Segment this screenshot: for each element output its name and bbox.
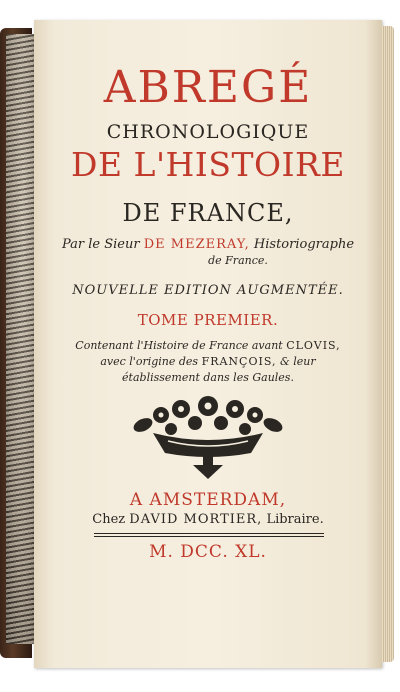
publisher-name: DAVID MORTIER, — [129, 512, 263, 527]
subtitle-histoire: DE L'HISTOIRE — [71, 145, 345, 184]
edition-statement: NOUVELLE EDITION AUGMENTÉE. — [72, 283, 344, 298]
imprint-place: A AMSTERDAM, — [129, 490, 287, 510]
imprint-rule-bottom — [94, 536, 324, 537]
imprint-publisher — [34, 512, 382, 527]
frontispiece-engraving — [6, 34, 35, 644]
imprint-rule-top — [94, 533, 324, 534]
contents-line-2 — [34, 355, 382, 368]
subtitle-de-france: DE FRANCE, — [122, 199, 294, 227]
contents-text: & leur — [279, 355, 316, 368]
author-role: Historiographe — [253, 237, 355, 252]
volume-label: TOME PREMIER. — [137, 311, 279, 329]
contents-text: Contenant l'Histoire de France avant — [75, 339, 283, 352]
author-name: DE MEZERAY, — [143, 237, 250, 252]
contents-line-3: établissement dans les Gaules. — [122, 371, 294, 384]
author-prefix: Par le Sieur — [61, 237, 140, 252]
contents-text: avec l'origine des — [100, 355, 199, 368]
publisher-prefix: Chez — [92, 512, 126, 527]
imprint-date: M. DCC. XL. — [149, 542, 267, 562]
flower-basket-icon — [123, 395, 293, 480]
subtitle-chronologique: CHRONOLOGIQUE — [106, 121, 310, 143]
book-title: ABREGÉ — [103, 62, 313, 113]
page-edges — [382, 26, 394, 662]
contents-francois: FRANÇOIS, — [201, 355, 277, 368]
author-line — [34, 237, 382, 252]
author-role-line2: de France. — [208, 254, 268, 267]
contents-line-1 — [34, 339, 382, 352]
contents-clovis: CLOVIS, — [286, 339, 341, 352]
publisher-role: Libraire. — [266, 512, 324, 527]
